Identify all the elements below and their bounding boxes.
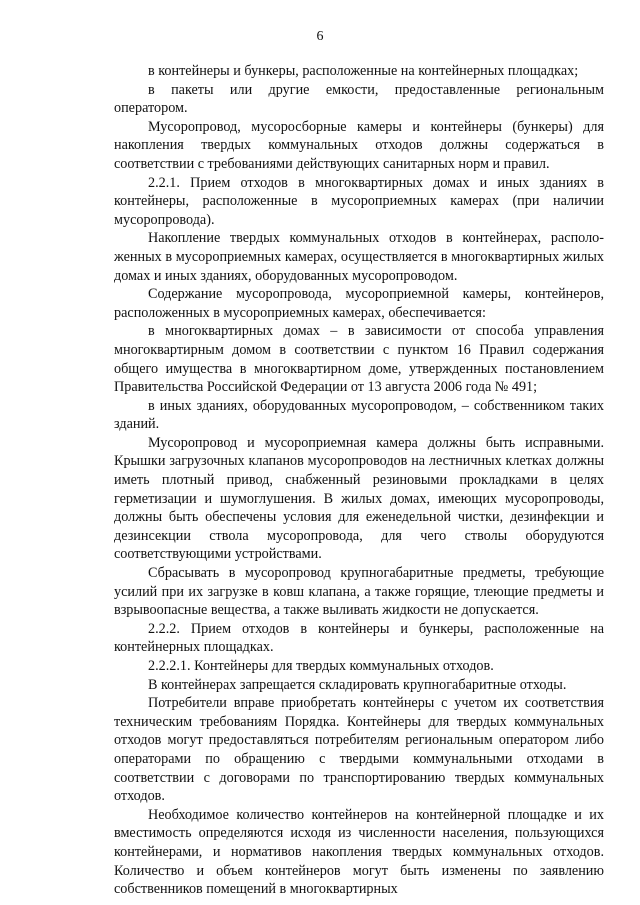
paragraph-garbage-chute-maintenance: Мусоропровод, мусоросборные камеры и контейнеры (бункеры) для накопления твердых коммунальных отходов должны содержаться в соответствии с требованиями действующих санитарных норм и правил. [114,118,604,172]
page-number: 6 [316,29,324,44]
body-text [114,62,604,899]
paragraph-chute-condition: Мусоропровод и мусороприемная камера должны быть исправными. Крышки загрузочных клапанов мусоропроводов на лестничных клетках должны иметь плотный привод, снабженный резиновыми прокладками в целях герметизации и шумоглушения. В жилых домах, имеющих мусоропроводы, должны быть обеспечены условия для еженедельной чистки, дезинфекции и дезинсекции ствола мусоропровода, для чего стволы оборудуются соответствующими устройствами. [114,434,604,563]
paragraph-container-quantity: Необходимое количество контейнеров на контейнерной площадке и их вместимость определяются исходя из численности населения, пользующихся контейнерами, и нормативов накопления твердых коммунальных отходов. Количество и объем контейнеров могут быть изменены по заявлению собственников помещений в многоквартирных [114,806,604,898]
paragraph-apartment-buildings: в многоквартирных домах – в зависимости от способа управления многоквартирным домом в соответствии с пунктом 16 Правил содержания общего имущества в многоквартирном доме, утвержденных постановлением Правительства Российской Федерации от 13 августа 2006 года № 491; [114,323,604,396]
section-heading-2-2-2-1: 2.2.2.1. Контейнеры для твердых коммунальных отходов. [148,658,494,674]
paragraph-bulky-waste-ban: В контейнерах запрещается складировать крупногабаритные отходы. [148,676,567,693]
paragraph-accumulation: Накопление твердых коммунальных отходов в контейнерах, расположенных в мусороприемных камерах, осуществляется в многоквартирных жилых домах и иных зданиях, оборудованных мусоропроводом. [114,230,604,284]
paragraph-bags: в пакеты или другие емкости, предоставленные региональным оператором. [114,81,604,117]
section-heading-2-2-2: 2.2.2. Прием отходов в контейнеры и бункеры, расположенные на контейнерных площадках. [114,620,604,656]
section-heading-2-2-1: 2.2.1. Прием отходов в многоквартирных домах и иных зданиях в контейнеры, расположенные в мусороприемных камерах (при наличии мусоропровода). [114,174,604,228]
paragraph-maintenance-provided: Содержание мусоропровода, мусороприемной камеры, контейнеров, расположенных в мусороприемных камерах, обеспечивается: [114,286,604,321]
paragraph-containers-bunkers: в контейнеры и бункеры, расположенные на контейнерных площадках; [148,63,579,79]
paragraph-consumers-containers: Потребители вправе приобретать контейнеры с учетом их соответствия техническим требованиям Порядка. Контейнеры для твердых коммунальных отходов могут предоставляться потребителям региональным оператором либо операторами по обращению с твердыми коммунальными отходами в соответствии с договорами по транспортированию твердых коммунальных отходов. [114,695,604,805]
paragraph-other-buildings: в иных зданиях, оборудованных мусоропроводом, – собственником таких зданий. [114,397,604,433]
paragraph-prohibited-items: Сбрасывать в мусоропровод крупногабаритные предметы, требующие усилий при их загрузке в ковш клапана, а также горящие, тлеющие предметы и взрывоопасные вещества, а также выливать жидкости не допускается. [114,565,604,619]
